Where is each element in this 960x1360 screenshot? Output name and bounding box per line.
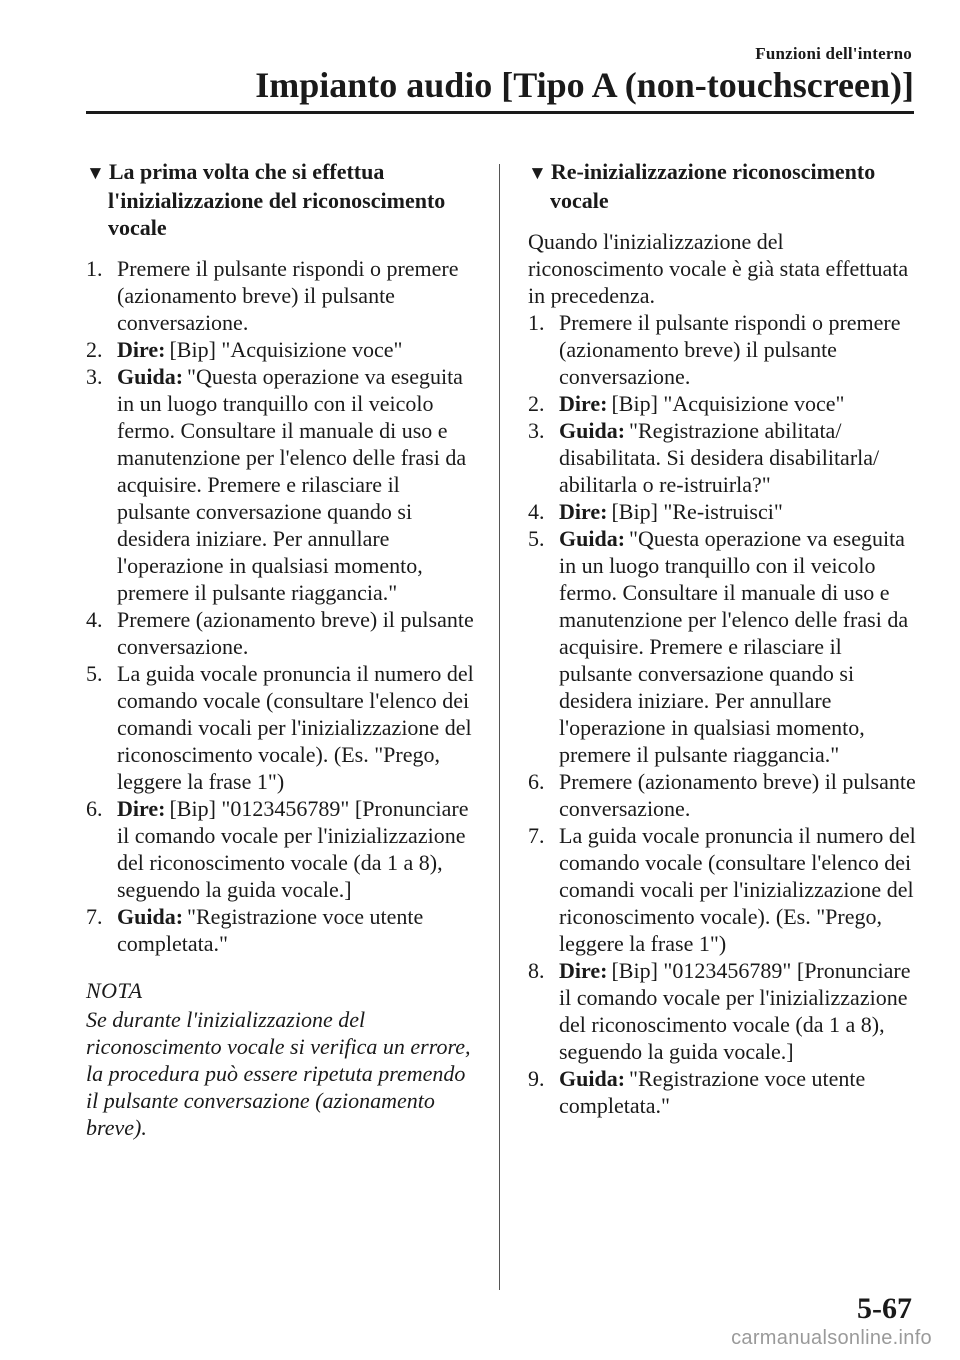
list-item — [528, 822, 916, 957]
step-text: [Bip] "Acquisizione voce" — [611, 391, 845, 416]
page-header-kicker: Funzioni dell'interno — [755, 44, 912, 63]
step-speaker: Guida: — [559, 526, 626, 551]
watermark: carmanualsonline.info — [731, 1327, 932, 1349]
step-number: 1. — [528, 310, 545, 335]
list-item — [86, 336, 478, 363]
left-section-heading — [86, 158, 478, 241]
triangle-down-icon: ▼ — [528, 163, 547, 184]
step-speaker: Dire: — [559, 391, 608, 416]
step-number: 6. — [86, 796, 103, 821]
step-text: "Questa operazione va eseguita in un luogo tranquillo con il veicolo fermo. Consultare il manuale di uso e manutenzione per l'elenco delle frasi da acquisire. Premere e rilasciare il pulsante conversazione quando si desidera iniziare. Per annullare l'operazione in qualsiasi momento, premere il pulsante riaggancia." — [559, 526, 909, 767]
step-text: Premere il pulsante rispondi o premere (azionamento breve) il pulsante conversazione. — [559, 310, 901, 389]
left-heading-text: La prima volta che si effettua l'inizializzazione del riconoscimento vocale — [108, 159, 446, 240]
step-number: 2. — [86, 337, 103, 362]
step-number: 6. — [528, 769, 545, 794]
step-number: 8. — [528, 958, 545, 983]
step-speaker: Dire: — [559, 958, 608, 983]
step-text: Premere (azionamento breve) il pulsante conversazione. — [559, 769, 916, 821]
page-number: 5-67 — [857, 1292, 912, 1325]
note-block — [86, 977, 478, 1141]
step-text: "Questa operazione va eseguita in un luogo tranquillo con il veicolo fermo. Consultare il manuale di uso e manutenzione per l'elenco delle frasi da acquisire. Premere e rilasciare il pulsante conversazione quando si desidera iniziare. Per annullare l'operazione in qualsiasi momento, premere il pulsante riaggancia." — [117, 364, 467, 605]
list-item — [528, 498, 916, 525]
step-number: 4. — [86, 607, 103, 632]
list-item — [86, 363, 478, 606]
step-text: "Registrazione voce utente completata." — [117, 904, 424, 956]
column-divider — [499, 164, 500, 1290]
list-item — [528, 768, 916, 822]
step-number: 4. — [528, 499, 545, 524]
list-item — [86, 795, 478, 903]
right-column — [528, 158, 916, 1119]
step-number: 3. — [528, 418, 545, 443]
step-speaker: Guida: — [117, 364, 184, 389]
list-item — [86, 255, 478, 336]
step-text: Premere (azionamento breve) il pulsante conversazione. — [117, 607, 474, 659]
list-item — [528, 309, 916, 390]
list-item — [528, 1065, 916, 1119]
step-number: 7. — [86, 904, 103, 929]
left-steps-list — [86, 255, 478, 957]
note-label: NOTA — [86, 978, 143, 1003]
step-speaker: Guida: — [117, 904, 184, 929]
left-column — [86, 158, 478, 1141]
list-item — [528, 525, 916, 768]
step-number: 5. — [86, 661, 103, 686]
step-text: [Bip] "Re-istruisci" — [611, 499, 783, 524]
list-item — [528, 417, 916, 498]
note-text: Se durante l'inizializzazione del riconoscimento vocale si verifica un errore, la procedura può essere ripetuta premendo il pulsante conversazione (azionamento breve). — [86, 1007, 471, 1140]
step-text: La guida vocale pronuncia il numero del comando vocale (consultare l'elenco dei comandi vocali per l'inizializzazione del riconoscimento vocale). (Es. "Prego, leggere la frase 1") — [117, 661, 474, 794]
step-number: 1. — [86, 256, 103, 281]
triangle-down-icon: ▼ — [86, 163, 105, 184]
step-number: 3. — [86, 364, 103, 389]
step-number: 9. — [528, 1066, 545, 1091]
list-item — [528, 957, 916, 1065]
step-text: "Registrazione abilitata/ disabilitata. Si desidera disabilitarla/ abilitarla o re-istruirla?" — [559, 418, 880, 497]
right-section-heading — [528, 158, 916, 214]
right-heading-text: Re-inizializzazione riconoscimento vocale — [550, 159, 876, 213]
list-item — [86, 660, 478, 795]
step-speaker: Dire: — [117, 796, 166, 821]
right-intro: Quando l'inizializzazione del riconoscimento vocale è già stata effettuata in precedenza. — [528, 229, 909, 308]
step-speaker: Dire: — [559, 499, 608, 524]
page-header-title: Impianto audio [Tipo A (non-touchscreen)] — [255, 65, 914, 105]
step-number: 5. — [528, 526, 545, 551]
right-steps-list — [528, 309, 916, 1119]
step-speaker: Dire: — [117, 337, 166, 362]
step-number: 7. — [528, 823, 545, 848]
header-rule — [86, 111, 914, 114]
step-text: [Bip] "Acquisizione voce" — [169, 337, 403, 362]
step-speaker: Guida: — [559, 1066, 626, 1091]
list-item — [86, 606, 478, 660]
step-text: "Registrazione voce utente completata." — [559, 1066, 866, 1118]
step-text: [Bip] "0123456789" [Pronunciare il comando vocale per l'inizializzazione del riconoscimento vocale (da 1 a 8), seguendo la guida vocale.] — [117, 796, 469, 902]
step-number: 2. — [528, 391, 545, 416]
step-text: [Bip] "0123456789" [Pronunciare il comando vocale per l'inizializzazione del riconoscimento vocale (da 1 a 8), seguendo la guida vocale.] — [559, 958, 911, 1064]
step-speaker: Guida: — [559, 418, 626, 443]
step-text: Premere il pulsante rispondi o premere (azionamento breve) il pulsante conversazione. — [117, 256, 459, 335]
list-item — [528, 390, 916, 417]
step-text: La guida vocale pronuncia il numero del comando vocale (consultare l'elenco dei comandi vocali per l'inizializzazione del riconoscimento vocale). (Es. "Prego, leggere la frase 1") — [559, 823, 916, 956]
list-item — [86, 903, 478, 957]
